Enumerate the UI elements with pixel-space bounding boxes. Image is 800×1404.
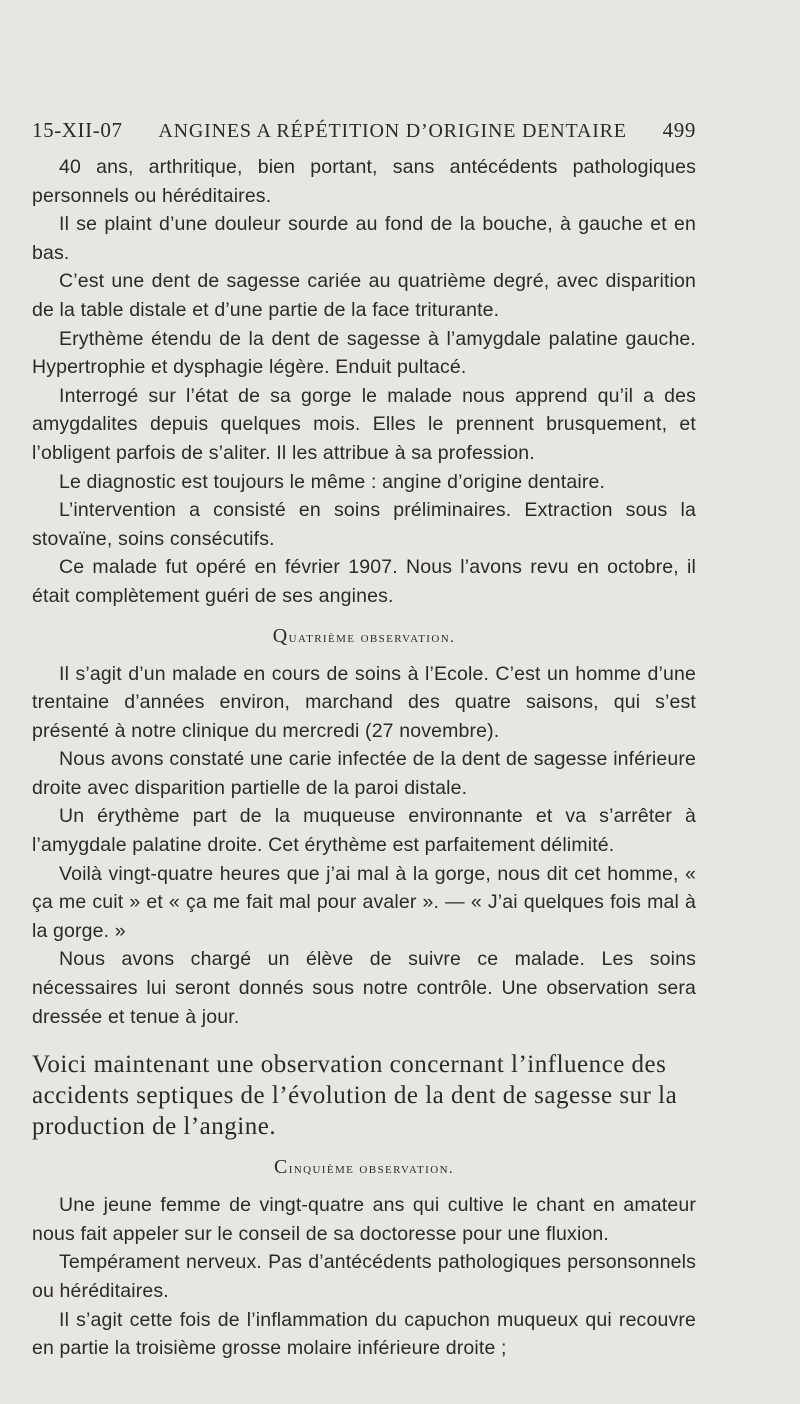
paragraph: Interrogé sur l’état de sa gorge le malade nous apprend qu’il a des amygdalites depuis quelques mois. Elles le prennent brusquement, et l’obligent parfois de s’aliter. Il les attribue à sa profession.	[32, 384, 696, 464]
header-date: 15-XII-07	[32, 118, 123, 142]
paragraph: Il se plaint d’une douleur sourde au fond de la bouche, à gauche et en bas.	[32, 213, 696, 264]
paragraph: Un érythème part de la muqueuse environnante et va s’arrêter à l’amygdale palatine droite. Cet érythème est parfaitement délimité.	[32, 805, 696, 857]
header-title: ANGINES A RÉPÉTITION D’ORIGINE DENTAIRE	[158, 120, 627, 142]
paragraph: Le diagnostic est toujours le même : angine d’origine dentaire.	[59, 470, 606, 493]
paragraph: Il s’agit cette fois de l’inflammation du capuchon muqueux qui recouvre en partie la troisième grosse molaire inférieure droite ;	[32, 1308, 696, 1360]
paragraph: Tempérament nerveux. Pas d’antécédents pathologiques personsonnels ou héréditaires.	[32, 1251, 696, 1302]
heading-initial: C	[273, 1156, 289, 1179]
heading-rest: uatrième observation.	[288, 629, 456, 646]
fifth-observation	[32, 1191, 696, 1363]
paragraph: Erythème étendu de la dent de sagesse à l’amygdale palatine gauche. Hypertrophie et dysphagie légère. Enduit pultacé.	[32, 327, 696, 379]
paragraph: Une jeune femme de vingt-quatre ans qui cultive le chant en amateur nous fait appeler sur le conseil de sa doctoresse pour une fluxion.	[32, 1194, 696, 1245]
intro-paragraph: Voici maintenant une observation concernant l’influence des accidents septiques de l’évolution de la dent de sagesse sur la production de l’angine.	[32, 1051, 678, 1141]
paragraph: 40 ans, arthritique, bien portant, sans antécédents pathologiques personnels ou héréditaires.	[32, 156, 696, 207]
paragraph: C’est une dent de sagesse cariée au quatrième degré, avec disparition de la table distale et d’une partie de la face triturante.	[32, 270, 696, 321]
heading-initial: Q	[272, 624, 289, 647]
paragraph: Nous avons constaté une carie infectée de la dent de sagesse inférieure droite avec disparition partielle de la paroi distale.	[32, 748, 696, 799]
running-header	[32, 118, 696, 143]
section-heading-quatrieme	[32, 625, 696, 648]
paragraph: Ce malade fut opéré en février 1907. Nous l’avons revu en octobre, il était complètement guéri de ses angines.	[32, 556, 696, 607]
page-number: 499	[662, 118, 696, 142]
section-heading-cinquieme	[32, 1156, 696, 1179]
paragraph: Il s’agit d’un malade en cours de soins à l’Ecole. C’est un homme d’une trentaine d’années environ, marchand des quatre saisons, qui s’est présenté à notre clinique du mercredi (27 novembre).	[32, 662, 696, 742]
heading-rest: inquième observation.	[288, 1161, 455, 1178]
fourth-observation	[32, 660, 696, 1032]
third-observation-continued	[32, 153, 696, 611]
paragraph: L’intervention a consisté en soins préliminaires. Extraction sous la stovaïne, soins consécutifs.	[32, 499, 696, 550]
paragraph: Voilà vingt-quatre heures que j’ai mal à la gorge, nous dit cet homme, « ça me cuit » et « ça me fait mal pour avaler ». — « J’ai quelques fois mal à la gorge. »	[32, 862, 696, 942]
paragraph: Nous avons chargé un élève de suivre ce malade. Les soins nécessaires lui seront donnés sous notre contrôle. Une observation sera dressée et tenue à jour.	[32, 948, 696, 1028]
